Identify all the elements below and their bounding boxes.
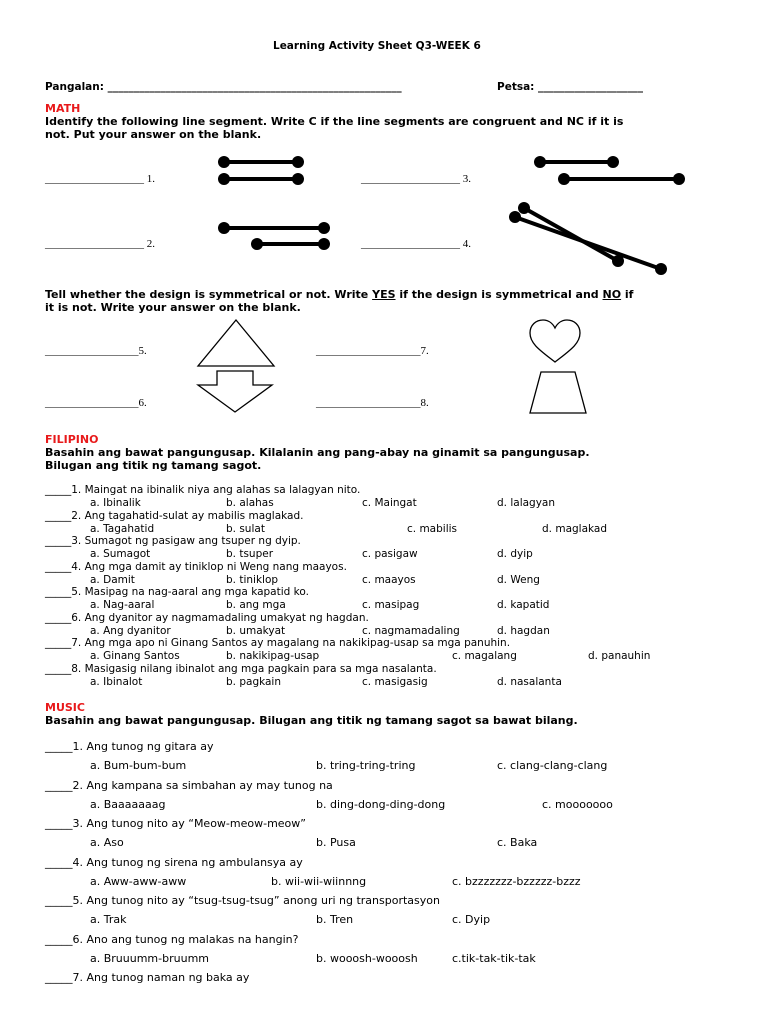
music-choice-a: a. Bruuumm-bruumm: [90, 951, 209, 965]
filipino-choice-b: b. ang mga: [226, 599, 286, 611]
filipino-question: _____2. Ang tagahatid-sulat ay mabilis maglakad.: [45, 509, 304, 522]
symmetry-instr-b: if the design is symmetrical and: [395, 288, 603, 301]
music-choice-b: b. Pusa: [316, 836, 356, 849]
filipino-choice-a: a. Tagahatid: [90, 522, 155, 535]
triangle-shape: [195, 317, 277, 369]
filipino-choice-b: b. tsuper: [226, 548, 274, 560]
music-choice-c: c. Dyip: [452, 913, 491, 926]
music-question: _____6. Ano ang tunog ng malakas na hangin?: [45, 932, 299, 946]
filipino-choice-c: c. mabilis: [407, 522, 457, 535]
filipino-choice-b: b. umakyat: [226, 624, 286, 637]
filipino-choice-c: c. masigasig: [362, 675, 428, 688]
music-choice-c: c. Baka: [497, 836, 538, 849]
filipino-question: _____5. Masipag na nag-aaral ang mga kapatid ko.: [45, 586, 309, 598]
trapezoid-shape: [527, 370, 589, 416]
name-field-label: Pangalan: ________________________________________________________: [45, 81, 402, 93]
filipino-choice-a: a. Ibinalik: [90, 497, 141, 509]
music-choice-b: b. Tren: [316, 913, 354, 926]
music-choice-c: c.tik-tak-tik-tak: [452, 951, 536, 965]
music-choice-b: b. ding-dong-ding-dong: [316, 797, 446, 811]
filipino-choice-a: a. Ginang Santos: [90, 650, 180, 662]
symmetry-instr-c: if: [621, 288, 634, 301]
filipino-choice-d: d. lalagyan: [497, 497, 556, 509]
symmetry-no: NO: [602, 288, 622, 301]
symmetry-instruction-line1: [45, 288, 633, 301]
filipino-choice-d: d. maglakad: [542, 522, 608, 535]
symmetry-instruction-line2: it is not. Write your answer on the blank.: [45, 301, 301, 314]
music-choice-c: c. mooooooo: [542, 797, 613, 811]
music-choice-a: a. Trak: [90, 913, 127, 926]
filipino-choice-c: c. magalang: [452, 650, 517, 662]
filipino-choice-b: b. nakikipag-usap: [226, 650, 320, 662]
filipino-question: _____6. Ang dyanitor ay nagmamadaling umakyat ng hagdan.: [45, 611, 369, 624]
filipino-choice-d: d. kapatid: [497, 599, 550, 611]
date-field-label: Petsa: ____________________: [497, 81, 644, 93]
math-item-2: __________________ 2.: [45, 238, 155, 250]
music-choice-a: a. Bum-bum-bum: [90, 759, 187, 772]
filipino-choice-a: a. Ibinalot: [90, 675, 143, 688]
page-title: Learning Activity Sheet Q3-WEEK 6: [273, 40, 481, 52]
filipino-instruction-line2: Bilugan ang titik ng tamang sagot.: [45, 459, 262, 472]
music-instruction: Basahin ang bawat pangungusap. Bilugan ang titik ng tamang sagot sa bawat bilang.: [45, 714, 578, 727]
music-question: _____5. Ang tunog nito ay “tsug-tsug-tsug” anong uri ng transportasyon: [45, 894, 440, 907]
filipino-question: _____1. Maingat na ibinalik niya ang alahas sa lalagyan nito.: [45, 484, 361, 496]
filipino-choice-d: d. hagdan: [497, 624, 550, 637]
filipino-choice-c: c. masipag: [362, 599, 420, 611]
music-question: _____2. Ang kampana sa simbahan ay may tunog na: [45, 778, 333, 792]
filipino-choice-d: d. nasalanta: [497, 675, 562, 688]
music-choice-b: b. wooosh-wooosh: [316, 951, 418, 965]
symmetry-yes: YES: [372, 288, 396, 301]
filipino-choice-c: c. Maingat: [362, 497, 417, 509]
filipino-choice-a: a. Sumagot: [90, 548, 151, 560]
symmetry-item-7: ___________________7.: [316, 345, 429, 357]
filipino-instruction-line1: Basahin ang bawat pangungusap. Kilalanin ang pang-abay na ginamit sa pangungusap.: [45, 446, 590, 459]
math-heading: MATH: [45, 102, 81, 115]
symmetry-item-6: _________________6.: [45, 397, 147, 409]
down-arrow-shape: [195, 369, 277, 415]
music-choice-a: a. Aso: [90, 836, 124, 849]
filipino-question: _____4. Ang mga damit ay tiniklop ni Weng nang maayos.: [45, 560, 347, 573]
filipino-choice-d: d. Weng: [497, 573, 540, 586]
music-question: _____4. Ang tunog ng sirena ng ambulansya ay: [45, 855, 303, 869]
filipino-choice-b: b. pagkain: [226, 675, 282, 688]
segment-figure-3: [525, 150, 695, 192]
filipino-choice-b: b. alahas: [226, 497, 274, 509]
filipino-question: _____3. Sumagot ng pasigaw ang tsuper ng dyip.: [45, 535, 301, 547]
symmetry-item-8: ___________________8.: [316, 397, 429, 409]
symmetry-instr-a: Tell whether the design is symmetrical or not. Write: [45, 288, 373, 301]
music-choice-c: c. clang-clang-clang: [497, 759, 608, 772]
music-question: _____1. Ang tunog ng gitara ay: [45, 740, 214, 753]
music-heading: MUSIC: [45, 701, 85, 714]
math-item-3: __________________ 3.: [361, 173, 471, 185]
filipino-question: _____7. Ang mga apo ni Ginang Santos ay magalang na nakikipag-usap sa mga panuhin.: [45, 637, 511, 649]
music-choice-a: a. Aww-aww-aww: [90, 874, 187, 888]
filipino-choice-d: d. dyip: [497, 548, 533, 560]
filipino-question: _____8. Masigasig nilang ibinalot ang mga pagkain para sa mga nasalanta.: [45, 662, 437, 675]
math-instruction-line2: not. Put your answer on the blank.: [45, 128, 262, 141]
music-question: _____3. Ang tunog nito ay “Meow-meow-meow”: [45, 817, 306, 830]
segment-figure-2: [210, 215, 340, 257]
filipino-choice-d: d. panauhin: [588, 650, 651, 662]
filipino-choice-a: a. Ang dyanitor: [90, 624, 171, 637]
music-question: _____7. Ang tunog naman ng baka ay: [45, 971, 250, 984]
music-choice-c: c. bzzzzzzz-bzzzzz-bzzz: [452, 874, 581, 888]
filipino-choice-c: c. nagmamadaling: [362, 624, 460, 637]
heart-shape: [527, 318, 583, 366]
filipino-choice-c: c. maayos: [362, 573, 416, 586]
filipino-choice-b: b. tiniklop: [226, 573, 279, 586]
filipino-heading: FILIPINO: [45, 433, 99, 446]
filipino-choice-b: b. sulat: [226, 522, 265, 535]
music-choice-a: a. Baaaaaaag: [90, 797, 166, 811]
math-item-1: __________________ 1.: [45, 173, 155, 185]
filipino-choice-a: a. Nag-aaral: [90, 599, 155, 611]
filipino-choice-a: a. Damit: [90, 573, 135, 586]
symmetry-item-5: _________________5.: [45, 345, 147, 357]
music-choice-b: b. tring-tring-tring: [316, 759, 416, 772]
math-instruction-line1: Identify the following line segment. Write C if the line segments are congruent and NC if it is: [45, 115, 624, 128]
music-choice-b: b. wii-wii-wiinnng: [271, 874, 367, 888]
segment-figure-4: [500, 196, 680, 280]
math-item-4: __________________ 4.: [361, 238, 471, 250]
filipino-choice-c: c. pasigaw: [362, 548, 418, 560]
segment-figure-1: [210, 150, 310, 192]
